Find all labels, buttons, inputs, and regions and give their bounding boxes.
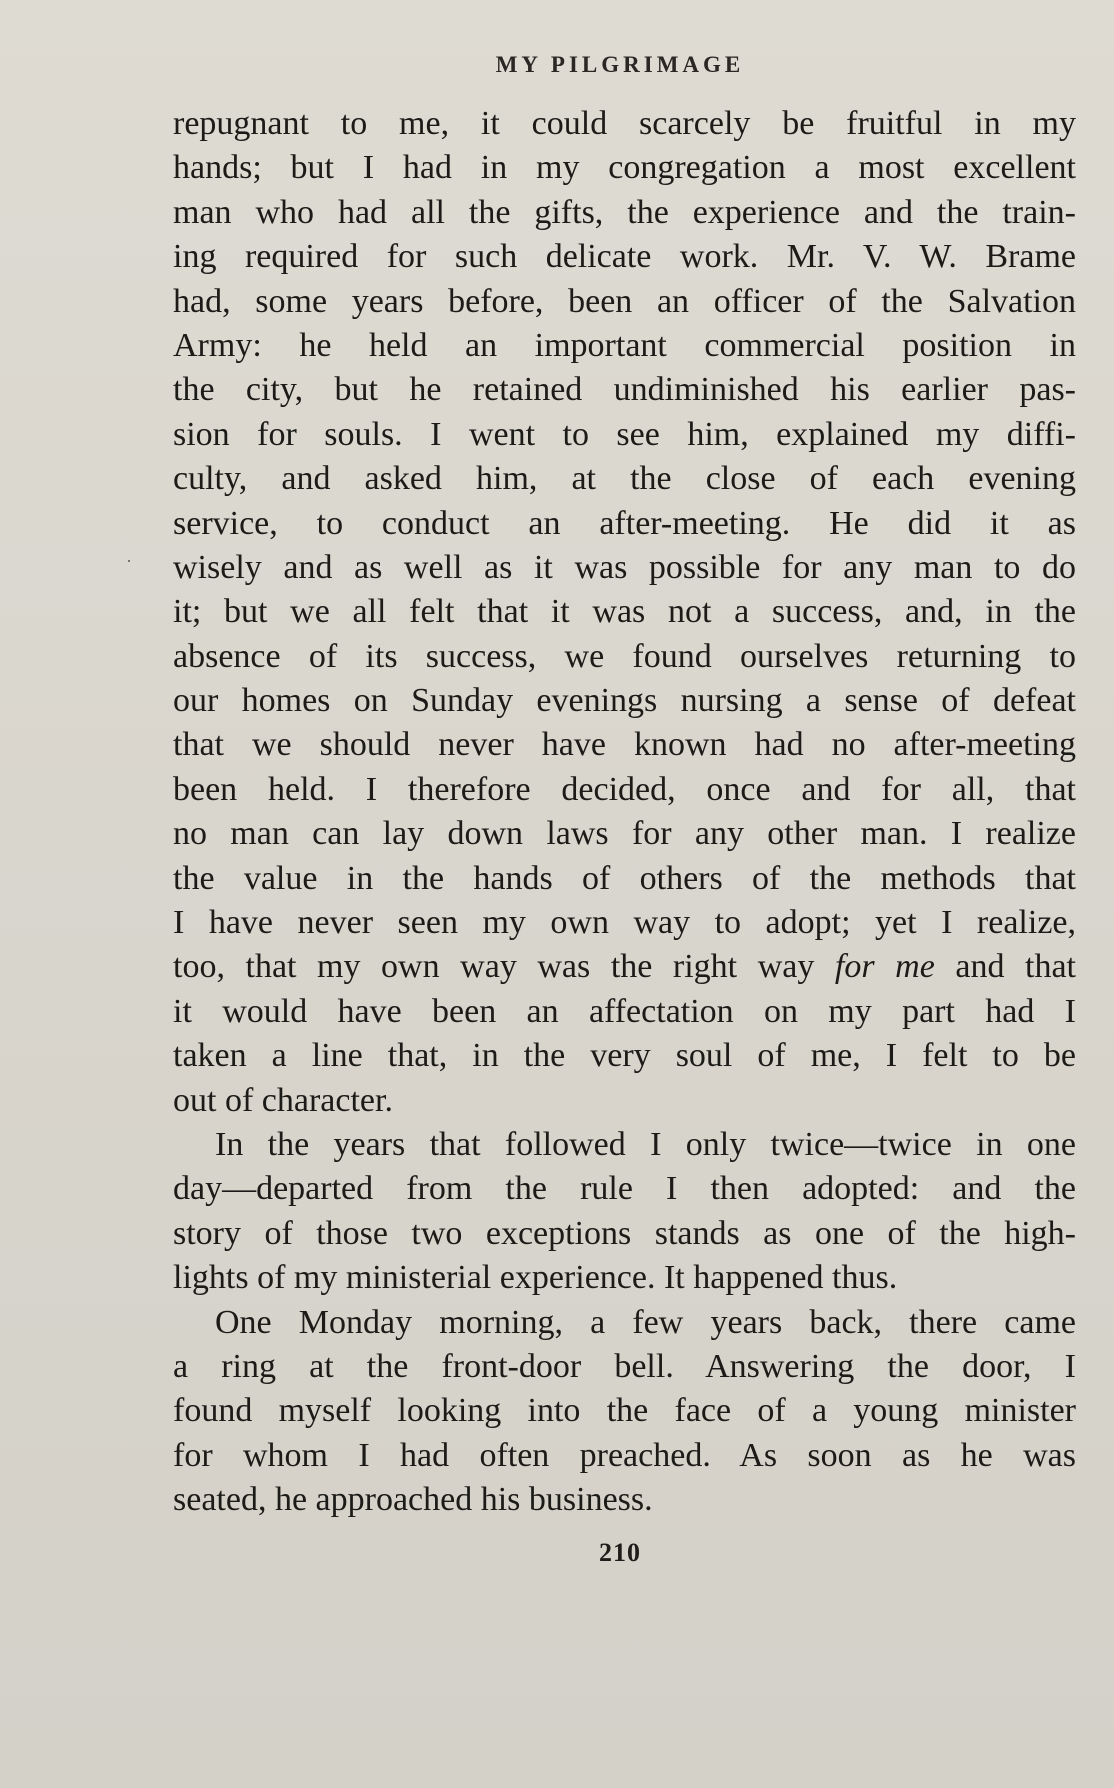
text-line: In the years that followed I only twice—twice in one [215, 1125, 1076, 1163]
text-line: no man can lay down laws for any other man. I realize [173, 815, 1076, 853]
text-line: hands; but I had in my congregation a most excellent [173, 149, 1076, 187]
text-line: taken a line that, in the very soul of me, I felt to be [173, 1037, 1076, 1075]
paper-speck [128, 560, 130, 562]
text-line: culty, and asked him, at the close of each evening [173, 460, 1076, 498]
page-number: 210 [599, 1538, 641, 1567]
text-line: Army: he held an important commercial position in [173, 326, 1076, 364]
text-line: I have never seen my own way to adopt; yet I realize, [173, 904, 1076, 942]
text-line: seated, he approached his business. [173, 1481, 653, 1519]
text-line: the value in the hands of others of the methods that [173, 859, 1076, 897]
text-line: service, to conduct an after-meeting. He did it as [173, 504, 1076, 542]
text-line: had, some years before, been an officer of the Salvation [173, 282, 1076, 320]
text-segment: too, that my own way was the right way [173, 948, 835, 986]
text-line: our homes on Sunday evenings nursing a sense of defeat [173, 682, 1076, 720]
text-line: repugnant to me, it could scarcely be fruitful in my [173, 105, 1076, 142]
text-line: ing required for such delicate work. Mr. V. W. Brame [173, 238, 1076, 276]
text-segment: and that [934, 948, 1076, 986]
text-line: out of character. [173, 1081, 393, 1119]
text-line: sion for souls. I went to see him, explained my diffi- [173, 415, 1076, 453]
text-line: found myself looking into the face of a young minister [173, 1392, 1076, 1430]
text-line: story of those two exceptions stands as one of the high- [173, 1214, 1076, 1252]
text-line: wisely and as well as it was possible for any man to do [173, 548, 1076, 586]
italic-emphasis: for me [834, 948, 935, 986]
text-line: man who had all the gifts, the experience and the train- [173, 193, 1076, 231]
text-line: it would have been an affectation on my part had I [173, 992, 1076, 1030]
text-line: it; but we all felt that it was not a success, and, in the [173, 593, 1076, 631]
text-line: for whom I had often preached. As soon as he was [173, 1436, 1076, 1474]
running-head: MY PILGRIMAGE [495, 52, 745, 77]
text-line: that we should never have known had no after-meeting [173, 726, 1076, 764]
text-line: been held. I therefore decided, once and for all, that [173, 770, 1076, 808]
text-line: lights of my ministerial experience. It happened thus. [173, 1259, 898, 1297]
text-line: day—departed from the rule I then adopted: and the [173, 1170, 1076, 1208]
text-line: the city, but he retained undiminished his earlier pas- [173, 371, 1076, 409]
text-line: absence of its success, we found ourselves returning to [173, 637, 1076, 675]
body-text [173, 102, 1076, 1523]
text-line: a ring at the front-door bell. Answering the door, I [173, 1347, 1076, 1385]
text-line: One Monday morning, a few years back, there came [215, 1303, 1076, 1341]
text-line-with-italic [173, 945, 1076, 989]
